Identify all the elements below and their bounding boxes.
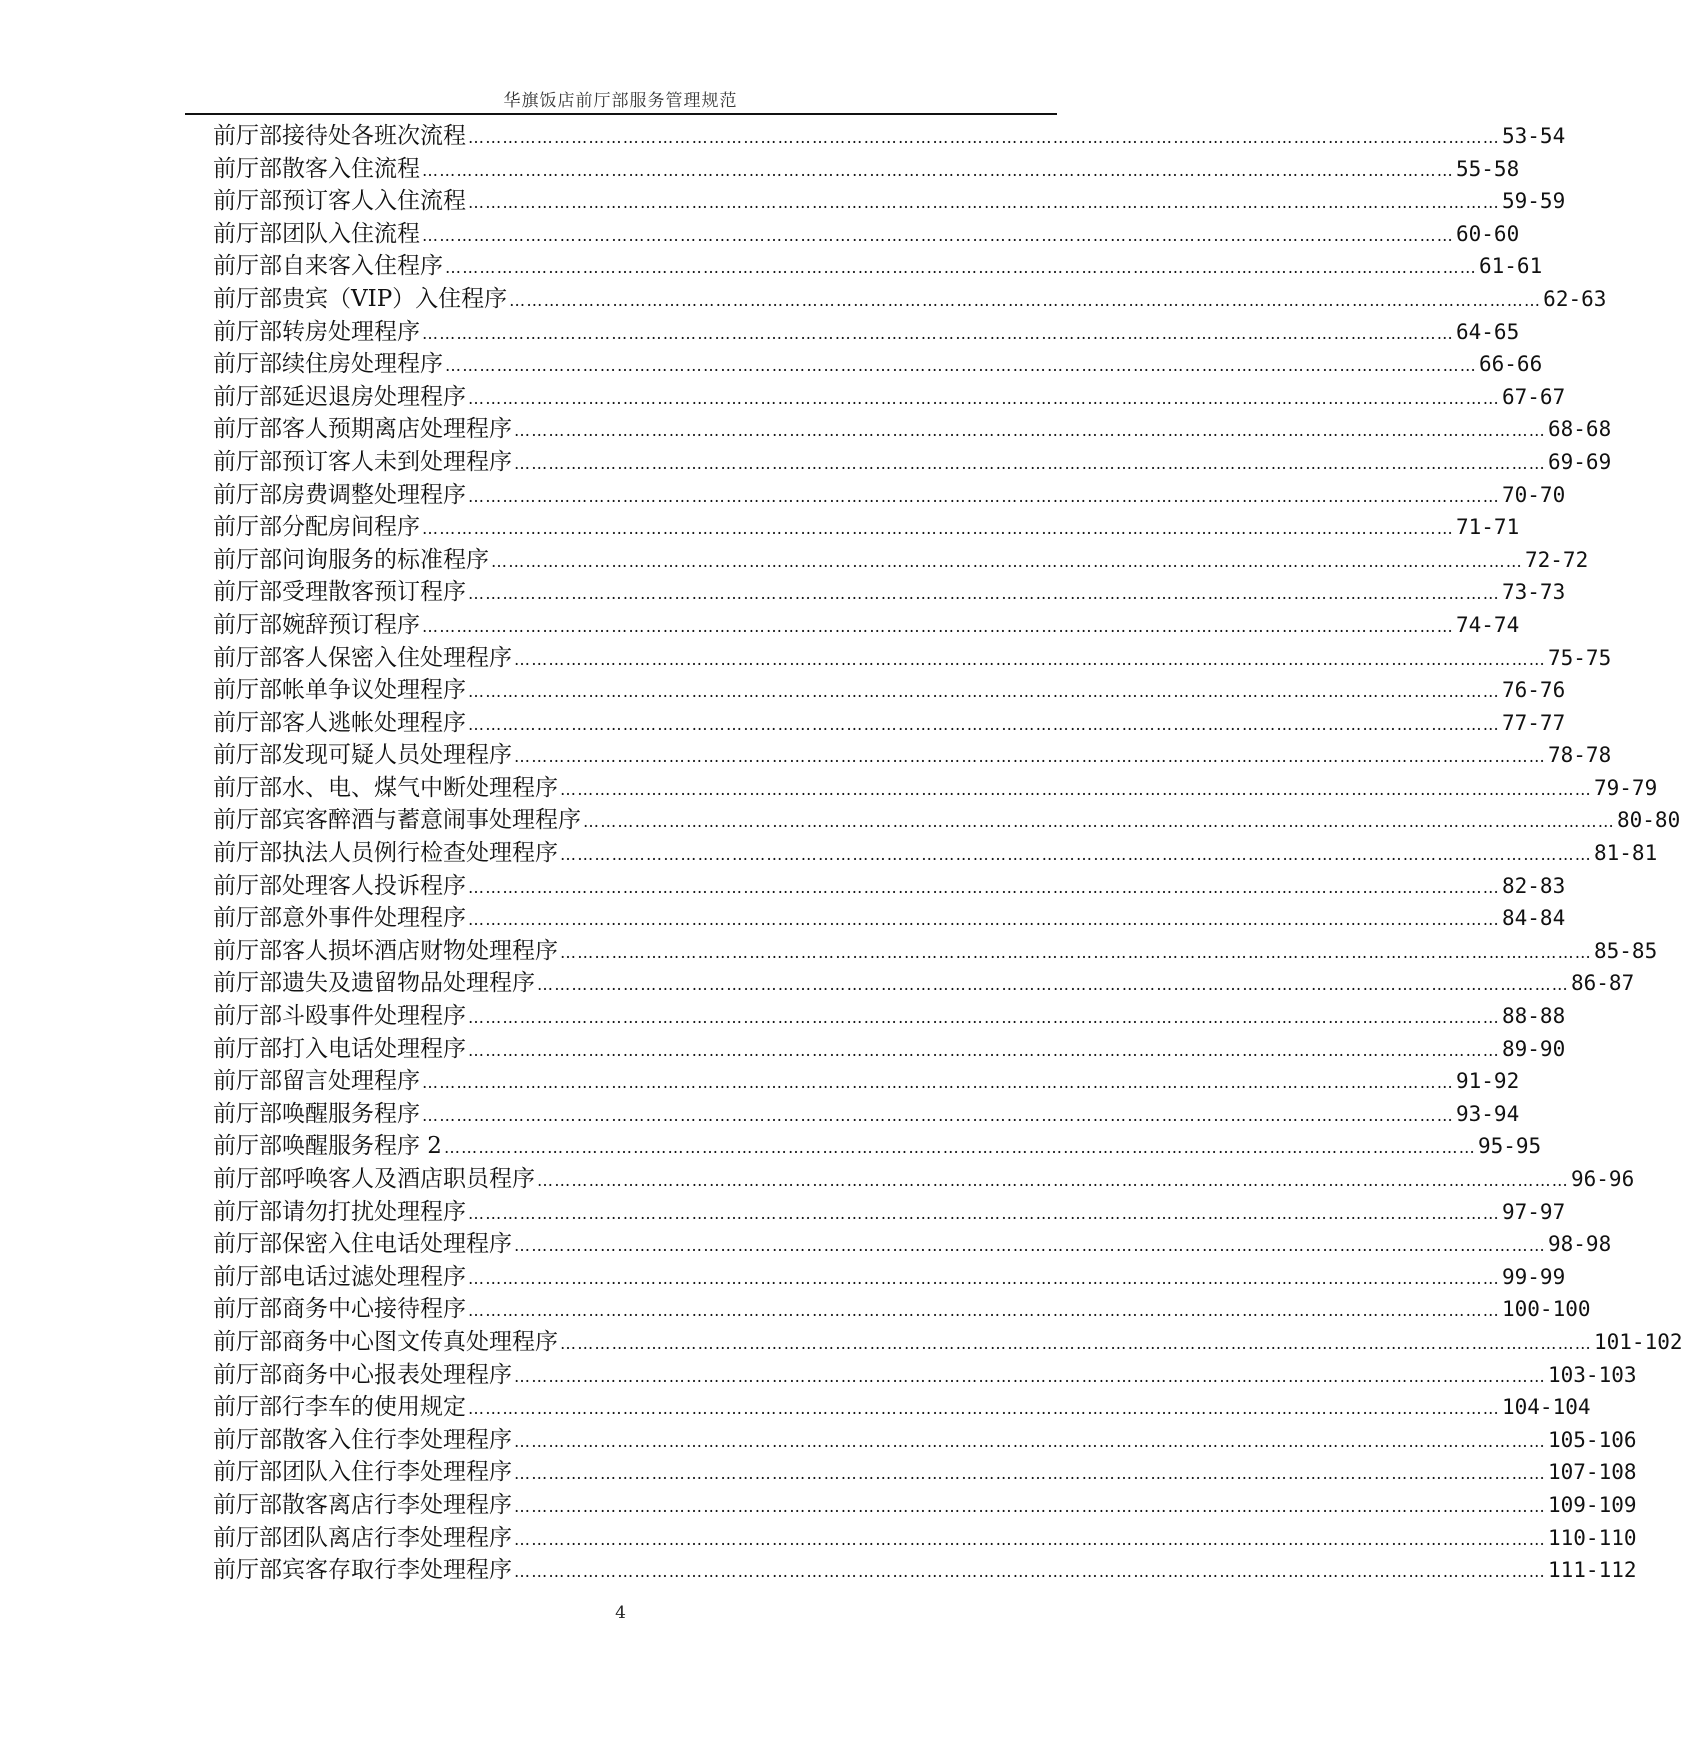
toc-dot-leader: ……………………………………………………………………………………………………………………………………………………………… (422, 616, 1454, 636)
toc-entry-pages: 53-54 (1502, 124, 1566, 148)
toc-entry-title: 前厅部贵宾（VIP）入住程序 (213, 285, 508, 312)
toc-dot-leader: ……………………………………………………………………………………………………………………………………………………………… (443, 1138, 1476, 1158)
toc-entry-title: 前厅部分配房间程序 (213, 514, 420, 541)
toc-entry[interactable] (213, 674, 1566, 707)
toc-entry-title: 前厅部请勿打扰处理程序 (213, 1198, 466, 1225)
toc-entry[interactable] (213, 642, 1612, 675)
toc-entry-title: 前厅部延迟退房处理程序 (213, 383, 466, 410)
toc-entry-pages: 69-69 (1548, 449, 1612, 474)
toc-entry[interactable] (213, 1000, 1566, 1033)
toc-dot-leader: ……………………………………………………………………………………………………………………………………………………………… (468, 128, 1500, 147)
toc-entry-title: 前厅部唤醒服务程序 (213, 1100, 420, 1127)
toc-entry[interactable] (213, 1359, 1637, 1392)
toc-dot-leader: ……………………………………………………………………………………………………………………………………………………………… (514, 453, 1546, 473)
toc-entry-pages: 74-74 (1456, 612, 1520, 637)
toc-entry-title: 前厅部预订客人未到处理程序 (213, 448, 512, 475)
toc-entry-pages: 70-70 (1502, 482, 1566, 507)
toc-entry-title: 前厅部续住房处理程序 (213, 351, 443, 378)
toc-dot-leader: ……………………………………………………………………………………………………………………………………………………………… (514, 1562, 1546, 1582)
toc-entry[interactable] (213, 250, 1543, 283)
toc-entry[interactable] (213, 1228, 1612, 1261)
toc-entry-title: 前厅部电话过滤处理程序 (213, 1263, 466, 1290)
toc-dot-leader: ……………………………………………………………………………………………………………………………………………………………… (514, 1529, 1546, 1549)
toc-entry-pages: 72-72 (1525, 547, 1589, 572)
toc-entry-pages: 60-60 (1456, 221, 1520, 246)
toc-entry[interactable] (213, 1424, 1637, 1457)
toc-entry-title: 前厅部客人保密入住处理程序 (213, 644, 512, 671)
toc-entry[interactable] (213, 446, 1612, 479)
toc-entry[interactable] (213, 1261, 1566, 1294)
toc-entry-title: 前厅部团队入住行李处理程序 (213, 1459, 512, 1486)
toc-entry-pages: 55-58 (1456, 156, 1520, 181)
toc-entry-title: 前厅部商务中心接待程序 (213, 1296, 466, 1323)
toc-entry[interactable] (213, 348, 1543, 381)
toc-entry-pages: 67-67 (1502, 384, 1566, 409)
toc-entry[interactable] (213, 185, 1566, 218)
toc-entry-title: 前厅部自来客入住程序 (213, 253, 443, 280)
toc-dot-leader: ……………………………………………………………………………………………………………………………………………………………… (468, 1399, 1500, 1419)
toc-entry-pages: 104-104 (1502, 1395, 1591, 1420)
toc-entry-pages: 111-112 (1548, 1558, 1637, 1583)
toc-entry-pages: 98-98 (1548, 1232, 1612, 1257)
toc-entry[interactable] (213, 1163, 1635, 1196)
toc-entry-title: 前厅部执法人员例行检查处理程序 (213, 840, 558, 867)
toc-entry[interactable] (213, 772, 1658, 805)
toc-entry-title: 前厅部客人损坏酒店财物处理程序 (213, 937, 558, 964)
toc-entry-title: 前厅部斗殴事件处理程序 (213, 1003, 466, 1030)
toc-entry-pages: 62-63 (1543, 286, 1607, 311)
toc-entry-pages: 75-75 (1548, 645, 1612, 670)
toc-dot-leader: ……………………………………………………………………………………………………………………………………………………………… (514, 1464, 1546, 1484)
toc-entry[interactable] (213, 120, 1566, 153)
header-divider (185, 113, 1057, 115)
toc-dot-leader: ……………………………………………………………………………………………………………………………………………………………… (468, 584, 1500, 604)
toc-entry[interactable] (213, 837, 1658, 870)
toc-dot-leader: ……………………………………………………………………………………………………………………………………………………………… (422, 160, 1454, 180)
toc-dot-leader: ……………………………………………………………………………………………………………………………………………………………… (422, 323, 1454, 343)
toc-entry[interactable] (213, 413, 1612, 446)
toc-entry-pages: 59-59 (1502, 189, 1566, 214)
toc-entry[interactable] (213, 1326, 1683, 1359)
toc-dot-leader: ……………………………………………………………………………………………………………………………………………………………… (514, 1366, 1546, 1386)
toc-entry[interactable] (213, 544, 1589, 577)
toc-dot-leader: ……………………………………………………………………………………………………………………………………………………………… (445, 258, 1477, 278)
toc-dot-leader: ……………………………………………………………………………………………………………………………………………………………… (514, 649, 1546, 669)
toc-entry[interactable] (213, 1098, 1520, 1131)
toc-entry[interactable] (213, 609, 1520, 642)
toc-entry-pages: 109-109 (1548, 1492, 1637, 1517)
toc-dot-leader: ……………………………………………………………………………………………………………………………………………………………… (468, 1008, 1500, 1028)
toc-entry-pages: 100-100 (1502, 1297, 1591, 1322)
toc-entry-pages: 81-81 (1594, 841, 1658, 866)
toc-entry[interactable] (213, 511, 1520, 544)
toc-entry-pages: 89-90 (1502, 1036, 1566, 1061)
toc-dot-leader: ……………………………………………………………………………………………………………………………………………………………… (468, 1301, 1500, 1321)
toc-entry[interactable] (213, 1522, 1637, 1555)
toc-dot-leader: ……………………………………………………………………………………………………………………………………………………………… (422, 1073, 1454, 1093)
toc-dot-leader: ……………………………………………………………………………………………………………………………………………………………… (560, 942, 1592, 962)
toc-dot-leader: ……………………………………………………………………………………………………………………………………………………………… (514, 1496, 1546, 1516)
toc-entry[interactable] (213, 1554, 1637, 1587)
toc-entry-pages: 76-76 (1502, 678, 1566, 703)
toc-entry[interactable] (213, 739, 1612, 772)
toc-entry-title: 前厅部商务中心报表处理程序 (213, 1361, 512, 1388)
toc-entry-pages: 86-87 (1571, 971, 1635, 996)
toc-entry[interactable] (213, 1391, 1591, 1424)
toc-entry[interactable] (213, 1293, 1591, 1326)
toc-dot-leader: ……………………………………………………………………………………………………………………………………………………………… (422, 1105, 1454, 1125)
toc-entry-pages: 91-92 (1456, 1069, 1520, 1094)
toc-entry-title: 前厅部留言处理程序 (213, 1068, 420, 1095)
toc-entry-title: 前厅部预订客人入住流程 (213, 188, 466, 215)
toc-dot-leader: ……………………………………………………………………………………………………………………………………………………………… (422, 225, 1454, 245)
toc-dot-leader: ……………………………………………………………………………………………………………………………………………………………… (468, 877, 1500, 897)
toc-dot-leader: ……………………………………………………………………………………………………………………………………………………………… (468, 714, 1500, 734)
toc-entry-pages: 84-84 (1502, 906, 1566, 931)
toc-entry[interactable] (213, 576, 1566, 609)
toc-entry-title: 前厅部发现可疑人员处理程序 (213, 742, 512, 769)
toc-entry-title: 前厅部遗失及遗留物品处理程序 (213, 970, 535, 997)
toc-entry-title: 前厅部问询服务的标准程序 (213, 546, 489, 573)
toc-entry[interactable] (213, 804, 1681, 837)
toc-entry-pages: 80-80 (1617, 808, 1681, 833)
toc-entry-pages: 64-65 (1456, 319, 1520, 344)
toc-entry-pages: 96-96 (1571, 1167, 1635, 1191)
toc-entry-pages: 61-61 (1479, 254, 1543, 279)
toc-dot-leader: ……………………………………………………………………………………………………………………………………………………………… (537, 975, 1569, 995)
toc-entry[interactable] (213, 935, 1658, 968)
toc-entry-title: 前厅部转房处理程序 (213, 318, 420, 345)
toc-entry[interactable] (213, 1033, 1566, 1066)
toc-entry-title: 前厅部散客离店行李处理程序 (213, 1491, 512, 1518)
toc-entry[interactable] (213, 707, 1566, 740)
toc-entry-pages: 110-110 (1548, 1525, 1637, 1550)
toc-entry-title: 前厅部婉辞预订程序 (213, 611, 420, 638)
toc-dot-leader: ……………………………………………………………………………………………………………………………………………………………… (468, 193, 1500, 213)
toc-entry-title: 前厅部团队离店行李处理程序 (213, 1524, 512, 1551)
toc-entry-title: 前厅部客人逃帐处理程序 (213, 709, 466, 736)
toc-entry-pages: 71-71 (1456, 515, 1520, 540)
toc-entry-title: 前厅部客人预期离店处理程序 (213, 416, 512, 443)
toc-dot-leader: ……………………………………………………………………………………………………………………………………………………………… (468, 910, 1500, 930)
page-number: 4 (615, 1603, 626, 1623)
toc-entry[interactable] (213, 1065, 1520, 1098)
toc-entry[interactable] (213, 479, 1566, 512)
toc-entry[interactable] (213, 381, 1566, 414)
toc-entry[interactable] (213, 283, 1607, 316)
toc-entry-title: 前厅部接待处各班次流程 (213, 123, 466, 149)
toc-entry[interactable] (213, 1489, 1637, 1522)
toc-dot-leader: ……………………………………………………………………………………………………………………………………………………………… (514, 421, 1546, 441)
toc-entry-pages: 66-66 (1479, 352, 1543, 377)
toc-entry-title: 前厅部宾客醉酒与蓄意闹事处理程序 (213, 807, 581, 834)
toc-entry-title: 前厅部帐单争议处理程序 (213, 677, 466, 704)
toc-entry-pages: 101-102 (1594, 1329, 1683, 1354)
toc-entry-title: 前厅部保密入住电话处理程序 (213, 1231, 512, 1258)
toc-entry[interactable] (213, 1130, 1542, 1163)
toc-dot-leader: ……………………………………………………………………………………………………………………………………………………………… (468, 388, 1500, 408)
toc-entry-pages: 95-95 (1477, 1134, 1542, 1159)
toc-dot-leader: ……………………………………………………………………………………………………………………………………………………………… (537, 1171, 1569, 1190)
toc-dot-leader: ……………………………………………………………………………………………………………………………………………………………… (422, 519, 1454, 539)
toc-dot-leader: ……………………………………………………………………………………………………………………………………………………………… (445, 356, 1477, 376)
toc-entry-title: 前厅部处理客人投诉程序 (213, 872, 466, 899)
toc-entry-title: 前厅部商务中心图文传真处理程序 (213, 1328, 558, 1355)
toc-dot-leader: ……………………………………………………………………………………………………………………………………………………………… (468, 1040, 1500, 1060)
toc-dot-leader: ……………………………………………………………………………………………………………………………………………………………… (514, 1431, 1546, 1451)
toc-dot-leader: ……………………………………………………………………………………………………………………………………………………………… (491, 551, 1523, 571)
toc-dot-leader: ……………………………………………………………………………………………………………………………………………………………… (509, 290, 1542, 310)
toc-entry-title: 前厅部房费调整处理程序 (213, 481, 466, 508)
toc-entry[interactable] (213, 902, 1566, 935)
toc-entry-pages: 68-68 (1548, 417, 1612, 442)
toc-entry-title: 前厅部打入电话处理程序 (213, 1035, 466, 1062)
toc-entry-pages: 79-79 (1594, 775, 1658, 800)
toc-entry-title: 前厅部团队入住流程 (213, 220, 420, 247)
toc-entry-pages: 88-88 (1502, 1004, 1566, 1029)
toc-dot-leader: ……………………………………………………………………………………………………………………………………………………………… (468, 486, 1500, 506)
toc-entry-title: 前厅部宾客存取行李处理程序 (213, 1557, 512, 1584)
toc-entry-pages: 99-99 (1502, 1264, 1566, 1289)
toc-entry-title: 前厅部行李车的使用规定 (213, 1394, 466, 1421)
toc-entry-pages: 78-78 (1548, 743, 1612, 768)
toc-entry-pages: 85-85 (1594, 938, 1658, 963)
toc-entry-pages: 105-106 (1548, 1427, 1637, 1452)
toc-entry-pages: 82-83 (1502, 873, 1566, 898)
toc-entry-pages: 93-94 (1456, 1101, 1520, 1126)
toc-entry-pages: 77-77 (1502, 710, 1566, 735)
toc-dot-leader: ……………………………………………………………………………………………………………………………………………………………… (468, 1268, 1500, 1288)
toc-entry-title: 前厅部唤醒服务程序 2 (213, 1133, 442, 1160)
toc-entry[interactable] (213, 1196, 1566, 1229)
toc-entry-title: 前厅部意外事件处理程序 (213, 905, 466, 932)
toc-entry[interactable] (213, 967, 1635, 1000)
toc-dot-leader: ……………………………………………………………………………………………………………………………………………………………… (514, 1236, 1546, 1256)
toc-entry-title: 前厅部散客入住流程 (213, 155, 420, 182)
toc-dot-leader: ……………………………………………………………………………………………………………………………………………………………… (468, 682, 1500, 702)
toc-entry-title: 前厅部受理散客预订程序 (213, 579, 466, 606)
toc-dot-leader: ……………………………………………………………………………………………………………………………………………………………… (560, 1333, 1592, 1353)
toc-entry-title: 前厅部散客入住行李处理程序 (213, 1426, 512, 1453)
toc-dot-leader: ……………………………………………………………………………………………………………………………………………………………… (560, 779, 1592, 799)
toc-dot-leader: ……………………………………………………………………………………………………………………………………………………………… (583, 812, 1615, 832)
toc-dot-leader: ……………………………………………………………………………………………………………………………………………………………… (560, 845, 1592, 865)
toc-entry[interactable] (213, 870, 1566, 903)
toc-entry[interactable] (213, 218, 1520, 251)
toc-entry[interactable] (213, 316, 1520, 349)
toc-entry[interactable] (213, 153, 1520, 186)
toc-entry-title: 前厅部水、电、煤气中断处理程序 (213, 774, 558, 801)
toc-entry[interactable] (213, 1456, 1637, 1489)
toc-entry-pages: 103-103 (1548, 1362, 1637, 1387)
table-of-contents (213, 120, 1683, 1587)
toc-entry-pages: 107-108 (1548, 1460, 1637, 1485)
toc-entry-title: 前厅部呼唤客人及酒店职员程序 (213, 1166, 535, 1192)
toc-entry-pages: 73-73 (1502, 580, 1566, 605)
toc-dot-leader: ……………………………………………………………………………………………………………………………………………………………… (514, 747, 1546, 767)
toc-entry-pages: 97-97 (1502, 1199, 1566, 1224)
toc-dot-leader: ……………………………………………………………………………………………………………………………………………………………… (468, 1203, 1500, 1223)
document-title: 华旗饭店前厅部服务管理规范 (503, 91, 738, 111)
